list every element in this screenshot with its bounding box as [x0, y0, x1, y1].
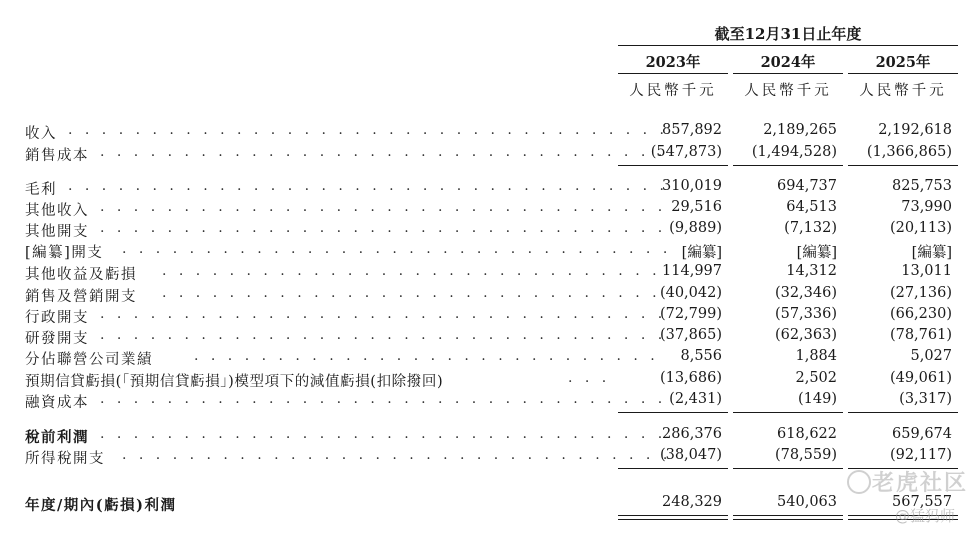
value-2023: 248,329	[662, 494, 722, 510]
value-2023: (547,873)	[650, 144, 722, 160]
year-rule	[733, 73, 843, 74]
subtotal-rule	[848, 165, 958, 166]
table-row	[0, 285, 974, 305]
value-2023: 114,997	[662, 263, 722, 279]
row-label: 稅前利潤	[25, 429, 89, 446]
subtotal-rule	[733, 412, 843, 413]
value-2024: (78,559)	[774, 447, 837, 463]
value-2025: 5,027	[910, 348, 952, 364]
subtotal-rule	[848, 412, 958, 413]
value-2023: (13,686)	[659, 370, 722, 386]
value-2023: 310,019	[662, 178, 722, 194]
row-label: 其他收入	[25, 203, 89, 219]
period-title: 截至12月31日止年度	[714, 25, 862, 43]
subtotal-rule	[733, 468, 843, 469]
value-2025: (66,230)	[889, 306, 952, 322]
row-label: 銷售及營銷開支	[25, 289, 137, 305]
value-2023: (72,799)	[659, 306, 722, 322]
table-row	[0, 306, 974, 326]
value-2025: (27,136)	[889, 285, 952, 301]
leader-dots: . . . . . . . . . . . . . . . . . . . . . . . . . . . . . . . . . . . .	[68, 122, 668, 138]
value-2023: (37,865)	[659, 327, 722, 343]
value-2024: 540,063	[777, 494, 837, 510]
value-2025: 13,011	[901, 263, 952, 279]
table-row	[0, 178, 974, 198]
leader-dots: . . . . . . . . . . . . . . . . . . . . . . . . . . . . . . . . . .	[100, 144, 667, 160]
unit-label: 人民幣千元	[744, 83, 832, 99]
value-2025: (3,317)	[899, 391, 952, 407]
row-label: 所得稅開支	[25, 451, 105, 467]
leader-dots: . . .	[568, 370, 611, 386]
subtotal-rule	[618, 165, 728, 166]
value-2023: (9,889)	[669, 220, 722, 236]
table-row	[0, 122, 974, 142]
leader-dots: . . . . . . . . . . . . . . . . . . . . . . . . . . . . . . . . .	[122, 447, 672, 463]
value-2023: (38,047)	[659, 447, 722, 463]
value-2024: 2,502	[795, 370, 837, 386]
leader-dots: . . . . . . . . . . . . . . . . . . . . . . . . . . . . . . . . . .	[100, 391, 667, 407]
value-2023: 857,892	[662, 122, 722, 138]
value-2023: 8,556	[680, 348, 722, 364]
year-label: 2025年	[875, 54, 931, 71]
unit-label: 人民幣千元	[859, 83, 947, 99]
leader-dots: . . . . . . . . . . . . . . . . . . . . . . . . . . . . . . . . . . . .	[68, 178, 668, 194]
value-2025: 567,557	[892, 494, 952, 510]
value-2023: [編纂]	[681, 245, 722, 261]
leader-dots: . . . . . . . . . . . . . . . . . . . . . . . . . . . . . . . . . .	[100, 426, 667, 442]
value-2025: (1,366,865)	[866, 144, 952, 160]
leader-dots: . . . . . . . . . . . . . . . . . . . . . . . . . . . .	[194, 348, 659, 364]
row-label: 收入	[25, 126, 57, 142]
unit-label: 人民幣千元	[629, 83, 717, 99]
leader-dots: . . . . . . . . . . . . . . . . . . . . . . . . . . . . . . . . . .	[100, 327, 667, 343]
leader-dots: . . . . . . . . . . . . . . . . . . . . . . . . . . . . . . . . . .	[100, 199, 667, 215]
value-2024: (62,363)	[774, 327, 837, 343]
value-2025: (78,761)	[889, 327, 952, 343]
table-row	[0, 327, 974, 347]
total-double-rule	[733, 515, 843, 516]
leader-dots: . . . . . . . . . . . . . . . . . . . . . . . . . . . . . . . . . .	[100, 306, 667, 322]
value-2024: (1,494,528)	[751, 144, 837, 160]
value-2025: (49,061)	[889, 370, 952, 386]
row-label: [編纂]開支	[25, 245, 104, 261]
table-row	[0, 263, 974, 283]
leader-dots: . . . . . . . . . . . . . . . . . . . . . . . . . . . . . . . . . .	[100, 220, 667, 236]
row-label: 其他開支	[25, 224, 89, 240]
year-rule	[618, 73, 728, 74]
value-2024: 2,189,265	[763, 122, 837, 138]
row-label: 分佔聯營公司業績	[25, 352, 153, 368]
value-2024: (57,336)	[774, 306, 837, 322]
leader-dots: . . . . . . . . . . . . . . . . . . . . . . . . . . . . . .	[162, 285, 661, 301]
value-2025: 825,753	[892, 178, 952, 194]
row-label: 行政開支	[25, 310, 89, 326]
value-2024: 64,513	[786, 199, 837, 215]
year-rule	[848, 73, 958, 74]
value-2025: [編纂]	[911, 245, 952, 261]
value-2023: (2,431)	[669, 391, 722, 407]
watermark: 老虎社区	[872, 471, 969, 496]
row-label: 研發開支	[25, 331, 89, 347]
watermark-sub: @猛犸师	[895, 507, 956, 525]
value-2024: [編纂]	[796, 245, 837, 261]
total-double-rule	[618, 519, 728, 520]
table-row	[0, 391, 974, 411]
value-2025: (92,117)	[889, 447, 952, 463]
header-rule	[618, 45, 958, 46]
table-row	[0, 241, 974, 261]
value-2024: (149)	[798, 391, 837, 407]
table-row	[0, 348, 974, 368]
row-label: 年度/期內(虧損)利潤	[25, 497, 177, 514]
value-2025: 659,674	[892, 426, 952, 442]
table-row	[0, 370, 974, 390]
value-2024: (32,346)	[774, 285, 837, 301]
subtotal-rule	[618, 412, 728, 413]
table-row	[0, 220, 974, 240]
row-label: 毛利	[25, 182, 57, 198]
table-row	[0, 426, 974, 446]
subtotal-rule	[618, 468, 728, 469]
value-2024: 14,312	[786, 263, 837, 279]
value-2024: 618,622	[777, 426, 837, 442]
value-2024: 694,737	[777, 178, 837, 194]
table-row	[0, 447, 974, 467]
row-label: 其他收益及虧損	[25, 267, 137, 283]
value-2025: 73,990	[901, 199, 952, 215]
row-label: 融資成本	[25, 395, 89, 411]
watermark-logo-icon	[847, 470, 871, 494]
value-2023: 286,376	[662, 426, 722, 442]
row-label: 預期信貸虧損(「預期信貸虧損」)模型項下的減值虧損(扣除撥回)	[25, 374, 444, 390]
total-double-rule	[618, 515, 728, 516]
total-double-rule	[733, 519, 843, 520]
value-2025: (20,113)	[889, 220, 952, 236]
subtotal-rule	[733, 165, 843, 166]
row-label: 銷售成本	[25, 148, 89, 164]
leader-dots: . . . . . . . . . . . . . . . . . . . . . . . . . . . . . . . . .	[122, 241, 672, 257]
value-2023: 29,516	[671, 199, 722, 215]
value-2025: 2,192,618	[878, 122, 952, 138]
table-row	[0, 199, 974, 219]
year-label: 2024年	[760, 54, 816, 71]
value-2024: 1,884	[795, 348, 837, 364]
year-label: 2023年	[645, 54, 701, 71]
table-row	[0, 494, 974, 514]
value-2023: (40,042)	[659, 285, 722, 301]
value-2024: (7,132)	[784, 220, 837, 236]
leader-dots: . . . . . . . . . . . . . . . . . . . . . . . . . . . . . .	[162, 263, 661, 279]
table-row	[0, 144, 974, 164]
